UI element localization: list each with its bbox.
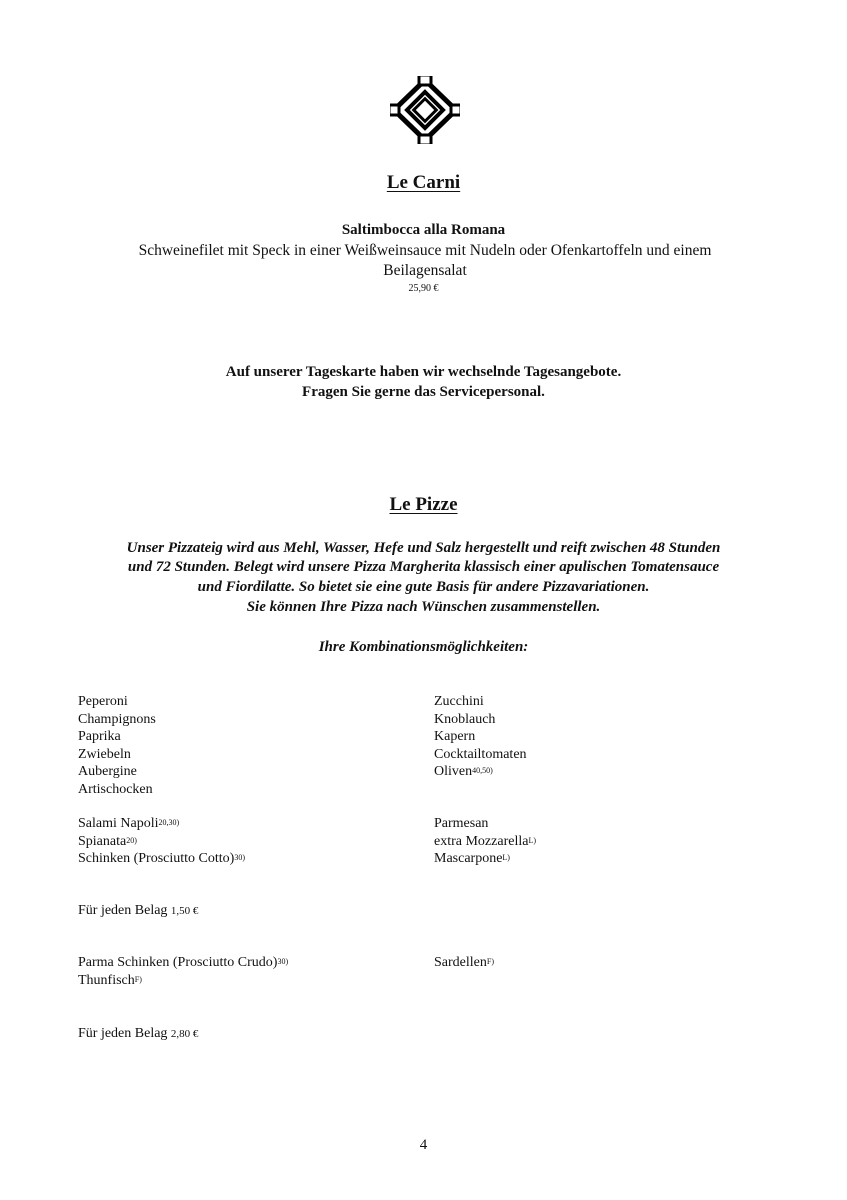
topping-item: Champignons [78, 711, 156, 727]
topping-item: Spianata$^{20)}$ [78, 833, 137, 849]
topping-item: Parma Schinken (Prosciutto Crudo)$^{30)}$ [78, 955, 289, 970]
page-number: 4 [419, 1137, 428, 1153]
pizza-intro-line-3: und Fiordilatte. So bietet sie eine gute Basis für andere Pizzavariationen. [197, 579, 650, 595]
pizza-intro-line-1: Unser Pizzateig wird aus Mehl, Wasser, Hefe und Salz hergestellt und reift zwischen 48 Stunden [126, 540, 721, 556]
topping-list-premium-right [434, 954, 494, 972]
restaurant-logo-icon [390, 76, 460, 144]
topping-list-veg-right [434, 693, 527, 781]
pizza-intro-line-2: und 72 Stunden. Belegt wird unsere Pizza Margherita klassisch einer apulischen Tomatensauce [127, 559, 720, 575]
topping-item: Peperoni [78, 694, 128, 709]
topping-item: Parmesan [434, 816, 489, 831]
topping-item: Knoblauch [434, 711, 496, 727]
dish-price: 25,90 € [408, 283, 439, 294]
topping-item: Zucchini [434, 694, 484, 709]
topping-item: Salami Napoli$^{20,30)}$ [78, 816, 180, 831]
topping-list-premium-left [78, 954, 288, 989]
topping-item: Paprika [78, 729, 121, 744]
topping-price-standard: Für jeden Belag 1,50 € [78, 903, 199, 918]
topping-item: Mascarpone$^{L)}$ [434, 851, 510, 866]
topping-list-veg-left [78, 693, 156, 798]
topping-price-premium: Für jeden Belag 2,80 € [78, 1026, 199, 1041]
dish-name: Saltimbocca alla Romana [341, 222, 506, 238]
topping-item: Oliven$^{40,50)}$ [434, 764, 493, 779]
topping-item: Schinken (Prosciutto Cotto)$^{30)}$ [78, 851, 245, 866]
topping-list-meat-left [78, 815, 245, 868]
topping-item: Kapern [434, 729, 476, 744]
topping-item: Zwiebeln [78, 746, 131, 762]
topping-item: Cocktailtomaten [434, 746, 527, 762]
service-staff-notice: Fragen Sie gerne das Servicepersonal. [302, 384, 545, 400]
daily-menu-notice: Auf unserer Tageskarte haben wir wechselnde Tagesangebote. [225, 364, 622, 380]
topping-item: extra Mozzarella$^{L)}$ [434, 833, 537, 849]
topping-item: Sardellen$^{F)}$ [434, 955, 494, 970]
topping-item: Thunfisch$^{F)}$ [78, 972, 142, 988]
section-title-pizze: Le Pizze [389, 494, 458, 515]
combinations-heading: Ihre Kombinationsmöglichkeiten: [318, 639, 529, 655]
pizza-intro-line-4: Sie können Ihre Pizza nach Wünschen zusammenstellen. [246, 599, 601, 615]
topping-item: Artischocken [78, 781, 153, 797]
dish-description: Schweinefilet mit Speck in einer Weißweinsauce mit Nudeln oder Ofenkartoffeln und einem Beilagensalat [138, 242, 712, 279]
topping-item: Aubergine [78, 764, 137, 779]
topping-list-cheese-right [434, 815, 536, 868]
section-title-carni: Le Carni [386, 172, 461, 193]
